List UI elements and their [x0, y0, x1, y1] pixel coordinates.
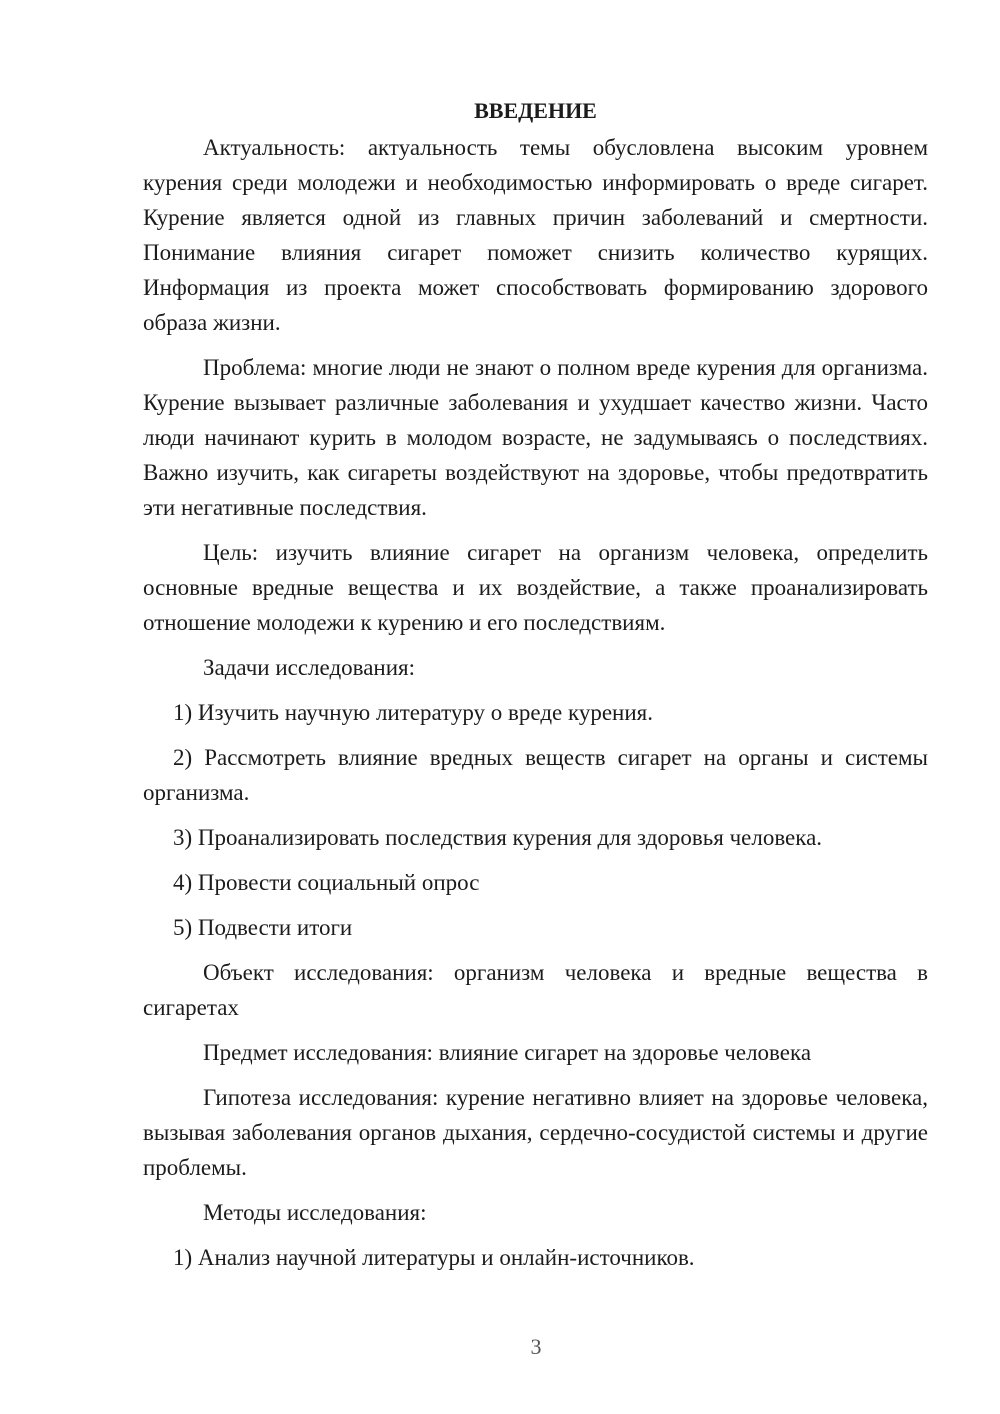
page-title: ВВЕДЕНИЕ: [474, 98, 597, 123]
hypothesis-paragraph: Гипотеза исследования: курение негативно влияет на здоровье человека, вызывая заболевания органов дыхания, сердечно-сосудистой системы и другие проблемы.: [143, 1085, 928, 1180]
object-paragraph: Объект исследования: организм человека и вредные вещества в сигаретах: [143, 960, 928, 1020]
problem-paragraph: Проблема: многие люди не знают о полном вреде курения для организма. Курение вызывает различные заболевания и ухудшает качество жизни. Часто люди начинают курить в молодом возрасте, не задумываясь о последствиях. Важно изучить, как сигареты воздействуют на здоровье, чтобы предотвратить эти негативные последствия.: [143, 355, 928, 520]
method-item-1: 1) Анализ научной литературы и онлайн-источников.: [173, 1245, 695, 1270]
goal-paragraph: Цель: изучить влияние сигарет на организм человека, определить основные вредные вещества и их воздействие, а также проанализировать отношение молодежи к курению и его последствиям.: [143, 540, 928, 635]
task-item-5: 5) Подвести итоги: [173, 915, 353, 940]
subject-paragraph: Предмет исследования: влияние сигарет на здоровье человека: [203, 1040, 812, 1065]
methods-heading: Методы исследования:: [203, 1200, 427, 1225]
task-item-4: 4) Провести социальный опрос: [173, 870, 480, 895]
tasks-heading: Задачи исследования:: [203, 655, 416, 680]
page-number: 3: [530, 1334, 542, 1359]
task-item-2: 2) Рассмотреть влияние вредных веществ сигарет на органы и системы организма.: [143, 745, 928, 805]
task-item-3: 3) Проанализировать последствия курения для здоровья человека.: [173, 825, 823, 850]
task-item-1: 1) Изучить научную литературу о вреде курения.: [173, 700, 653, 725]
page-content: [143, 93, 928, 1285]
relevance-paragraph: Актуальность: актуальность темы обусловлена высоким уровнем курения среди молодежи и необходимостью информировать о вреде сигарет. Курение является одной из главных причин заболеваний и смертности. Понимание влияния сигарет поможет снизить количество курящих. Информация из проекта может способствовать формированию здорового образа жизни.: [143, 135, 928, 335]
